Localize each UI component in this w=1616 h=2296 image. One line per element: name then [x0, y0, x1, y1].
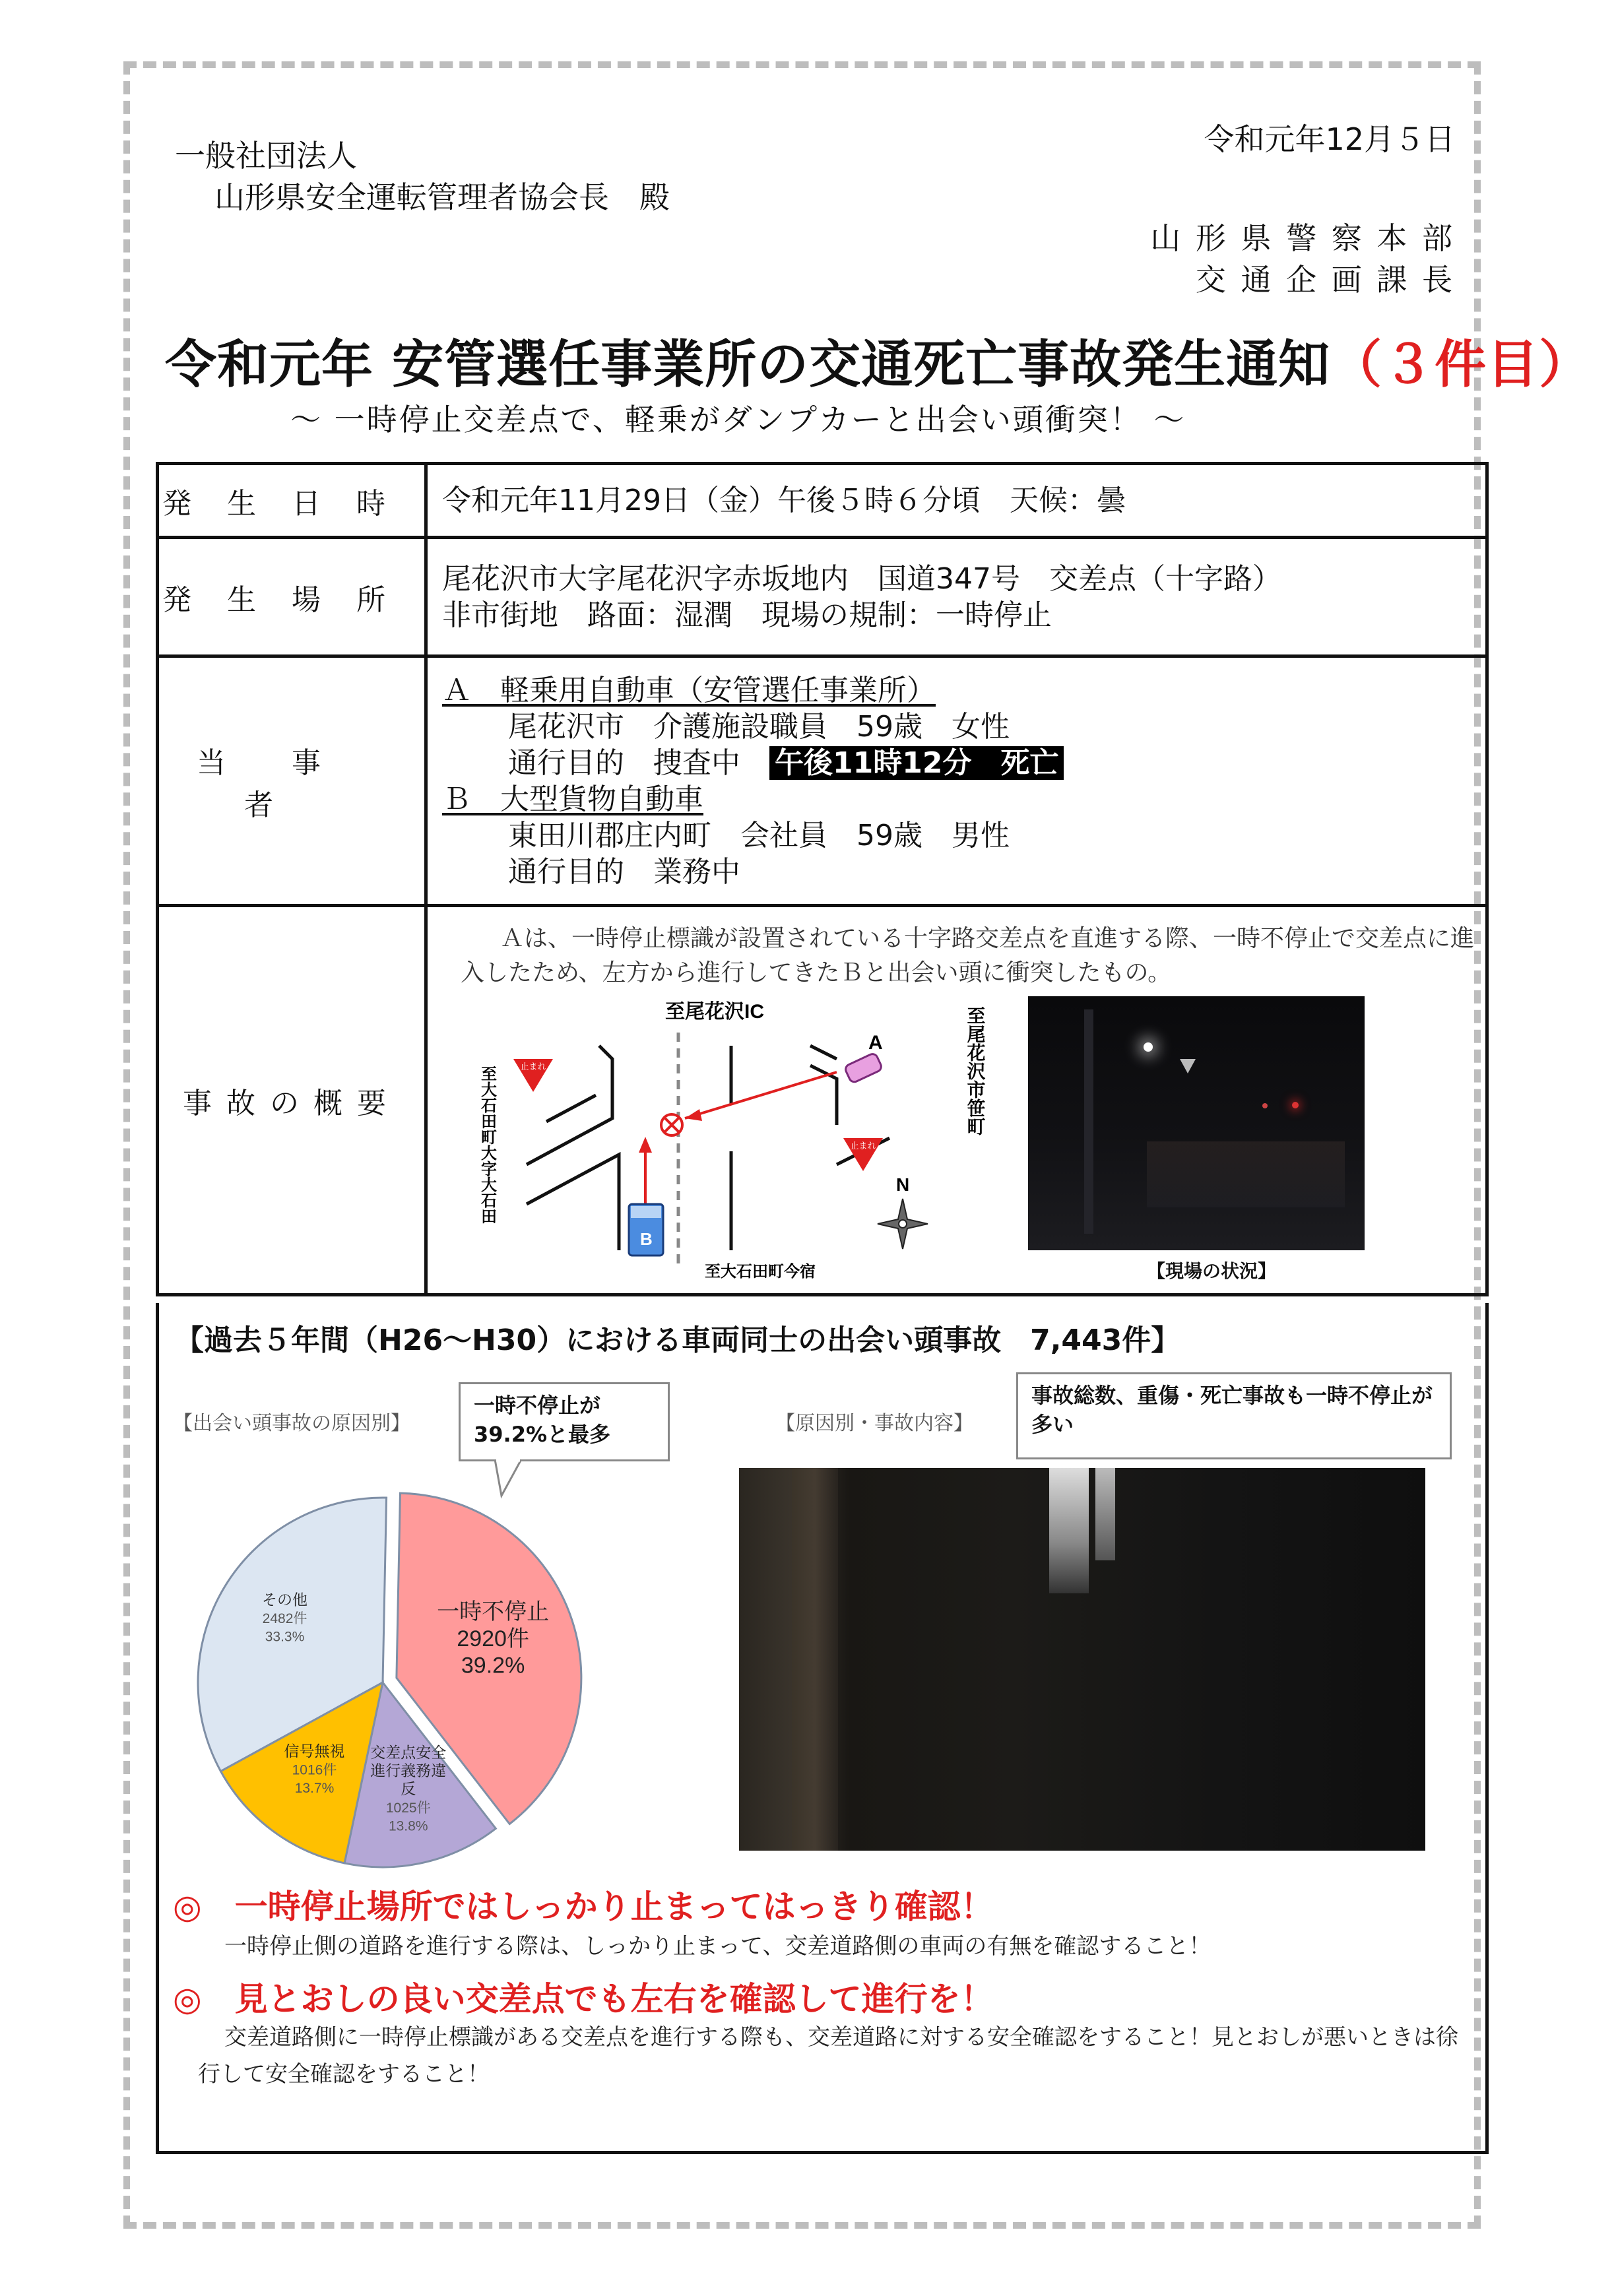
datetime-label: 発生日時 [158, 464, 426, 538]
incident-table [156, 462, 1489, 1296]
party-a-line1: 尾花沢市 介護施設職員 59歳 女性 [508, 709, 1010, 744]
pie-label-1-2: 2920件 [457, 1626, 529, 1651]
car-a-label: A [868, 1032, 883, 1054]
pie-label-3-2: 1016件 [292, 1762, 337, 1778]
party-b-line2: 通行目的 業務中 [508, 854, 740, 889]
cause-pie-chart [178, 1465, 614, 1874]
car-b-label: B [640, 1229, 653, 1249]
scene-photo [1028, 996, 1365, 1250]
callout-stop: 一時不停止が39.2%と最多 [459, 1382, 670, 1461]
page-subtitle: ～ 一時停止交差点で、軽乗がダンプカーと出会い頭衝突！ ～ [290, 402, 1186, 437]
stop-sign-west-icon [513, 1059, 553, 1092]
warning-2-title: ◎ 見とおしの良い交差点でも左右を確認して進行を！ [173, 1980, 994, 2018]
party-a-title: Ａ 軽乗用自動車（安管選任事業所） [442, 673, 936, 707]
parties-label: 当事者 [158, 656, 426, 906]
car-b-arrow-icon [639, 1137, 652, 1153]
place-value [426, 538, 1487, 656]
south-road-label: 至大石田町今宿 [705, 1263, 816, 1281]
car-a-icon [844, 1052, 883, 1083]
pie-label-4-2: 2482件 [262, 1611, 307, 1627]
place-line-2: 非市街地 路面：湿潤 現場の規制：一時停止 [442, 598, 1052, 632]
recipient-org: 一般社団法人 [175, 138, 357, 174]
pie-label-2-5: 13.8% [388, 1818, 428, 1834]
pie-chart-label: 【出会い頭事故の原因別】 [173, 1412, 410, 1435]
east-road-label: 至尾花沢市笹町 [965, 1006, 986, 1135]
car-a-path [685, 1072, 837, 1118]
svg-text:止まれ: 止まれ [520, 1062, 546, 1071]
warning-2-body: 交差道路側に一時停止標識がある交差点を進行する際も、交差道路に対する安全確認をすること！見とおしが悪いときは徐行して安全確認をすること！ [198, 2024, 1458, 2088]
stop-sign-east-icon [843, 1138, 883, 1171]
pie-label-2-3: 反 [401, 1780, 416, 1798]
title-main: 令和元年 安管選任事業所の交通死亡事故発生通知 [165, 335, 1331, 395]
recipient-name: 山形県安全運転管理者協会長 殿 [214, 179, 670, 215]
pie-label-2-1: 交差点安全 [370, 1744, 447, 1762]
accident-diagram [467, 986, 1074, 1290]
sender-title: 交 通 企 画 課 長 [1195, 262, 1455, 298]
compass-icon [878, 1174, 928, 1249]
warning-1-title: ◎ 一時停止場所ではしっかり止まってはっきり確認！ [173, 1888, 994, 1926]
warning-1-body: 一時停止側の道路を進行する際は、しっかり止まって、交差道路側の車両の有無を確認すること！ [224, 1933, 1212, 1960]
collision-icon [661, 1114, 682, 1135]
pie-label-1-1: 一時不停止 [437, 1599, 550, 1624]
datetime-value: 令和元年11月29日（金）午後５時６分頃 天候：曇 [426, 464, 1487, 538]
callout-stop-tail [488, 1459, 528, 1499]
pie-label-4-3: 33.3% [265, 1629, 305, 1645]
party-b-title: Ｂ 大型貨物自動車 [442, 782, 703, 816]
parties-value [426, 656, 1487, 906]
pie-label-3-1: 信号無視 [284, 1742, 345, 1760]
north-road-label: 至尾花沢IC [665, 1001, 764, 1023]
stats-heading: 【過去５年間（H26～H30）における車両同士の出会い頭事故 7,443件】 [175, 1323, 1180, 1357]
west-road-label: 至大石田町大字大石田 [478, 1066, 496, 1224]
road-lines [527, 1046, 889, 1250]
summary-label: 事故の概要 [158, 906, 426, 1295]
pie-label-4-1: その他 [262, 1591, 308, 1609]
svg-text:止まれ: 止まれ [850, 1141, 876, 1151]
page-title [165, 323, 1591, 397]
cause-content-chart [739, 1468, 1425, 1851]
pie-label-1-3: 39.2% [461, 1653, 525, 1678]
bar-chart-label: 【原因別・事故内容】 [775, 1412, 973, 1435]
party-a-line2: 通行目的 捜査中 午後11時12分 死亡 [442, 745, 1471, 781]
callout-total: 事故総数、重傷・死亡事故も一時不停止が多い [1016, 1372, 1452, 1459]
party-b-line1: 東田川郡庄内町 会社員 59歳 男性 [508, 818, 1010, 852]
sender-org: 山 形 県 警 察 本 部 [1150, 220, 1455, 256]
place-label: 発生場所 [158, 538, 426, 656]
pie-label-2-4: 1025件 [385, 1800, 431, 1816]
issue-date: 令和元年12月５日 [1204, 121, 1455, 157]
summary-text: Ａは、一時停止標識が設置されている十字路交差点を直進する際、一時不停止で交差点に進入したため、左方から進行してきたＢと出会い頭に衝突したもの。 [461, 925, 1475, 986]
pie-label-2-2: 進行義務違 [370, 1762, 447, 1779]
title-count: （３件目） [1330, 335, 1592, 395]
place-line-1: 尾花沢市大字尾花沢字赤坂地内 国道347号 交差点（十字路） [442, 561, 1281, 596]
death-badge: 午後11時12分 死亡 [769, 746, 1064, 780]
summary-cell [426, 906, 1487, 1295]
svg-text:N: N [896, 1174, 910, 1195]
car-a-arrow-icon [685, 1109, 702, 1121]
photo-caption: 【現場の状況】 [1147, 1260, 1277, 1282]
pie-label-3-3: 13.7% [294, 1780, 335, 1796]
